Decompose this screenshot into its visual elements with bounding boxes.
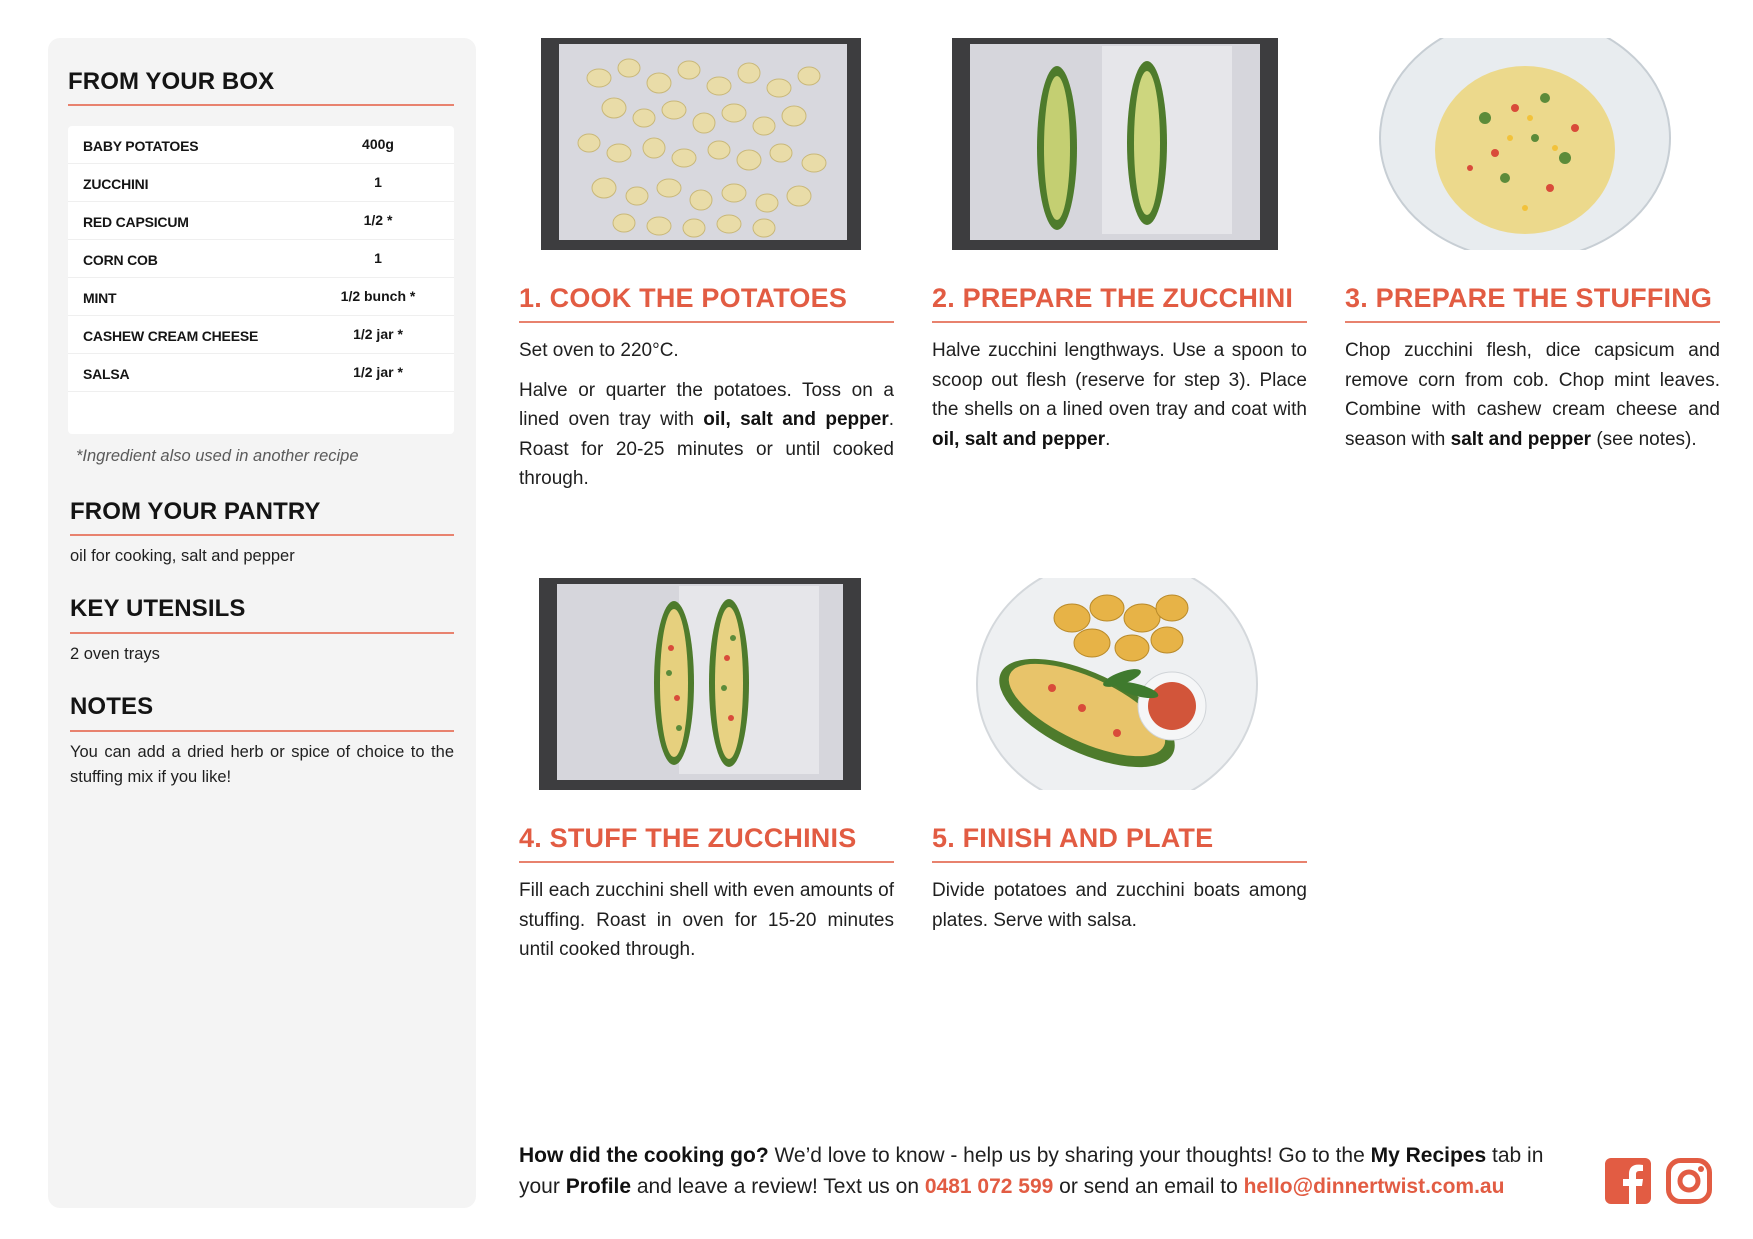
ingredients-table <box>68 126 454 434</box>
step-2 <box>932 38 1307 498</box>
ingredient-row <box>68 240 454 278</box>
ingredient-name: ZUCCHINI <box>83 176 149 192</box>
step-2-instructions <box>932 336 1307 464</box>
step-2-title: 2. PREPARE THE ZUCCHINI <box>932 283 1294 313</box>
step-3 <box>1345 38 1720 498</box>
facebook-icon[interactable] <box>1605 1158 1651 1204</box>
step-4-text: Fill each zucchini shell with even amounts of stuffing. Roast in oven for 15-20 minutes until cooked through. <box>519 880 894 960</box>
step-divider <box>932 861 1307 863</box>
step-divider <box>519 321 894 323</box>
feedback-question: How did the cooking go? <box>519 1144 769 1167</box>
feedback-message: How did the cooking go? We’d love to know - help us by sharing your thoughts! Go to the My Recipes tab in your Profile and leave a review! Text us on 0481 072 599 or send an email to hello@dinnertwist.com.au <box>519 1144 1544 1198</box>
ingredient-qty: 1/2 jar * <box>353 364 403 380</box>
step-4 <box>519 578 894 978</box>
pantry-text: oil for cooking, salt and pepper <box>70 547 295 565</box>
from-your-pantry-heading: FROM YOUR PANTRY <box>70 498 321 525</box>
step-divider <box>932 321 1307 323</box>
ingredient-row <box>68 278 454 316</box>
ingredient-qty: 1 <box>374 250 382 266</box>
section-divider <box>68 104 454 106</box>
section-divider <box>70 632 454 634</box>
ingredient-qty: 1 <box>374 174 382 190</box>
ingredient-qty: 1/2 jar * <box>353 326 403 342</box>
step-1 <box>519 38 894 498</box>
zucchini-shells-photo <box>932 38 1307 250</box>
ingredient-row <box>68 354 454 392</box>
ingredient-qty: 1/2 * <box>363 212 393 228</box>
ingredient-name: MINT <box>83 290 117 306</box>
step-4-title: 4. STUFF THE ZUCCHINIS <box>519 823 857 853</box>
ingredient-row <box>68 202 454 240</box>
ingredient-name: BABY POTATOES <box>83 138 199 154</box>
notes-heading: NOTES <box>70 693 154 720</box>
step-divider <box>1345 321 1720 323</box>
stuffing-bowl-photo <box>1345 38 1720 250</box>
ingredient-name: CASHEW CREAM CHEESE <box>83 328 259 344</box>
profile-label: Profile <box>565 1175 632 1198</box>
step-4-instructions <box>519 876 894 975</box>
plated-dish-photo <box>932 578 1307 790</box>
step-1-text: Set oven to 220°C. <box>519 340 679 361</box>
section-divider <box>70 730 454 732</box>
from-your-box-heading: FROM YOUR BOX <box>68 68 275 95</box>
stuffed-zucchini-tray-photo <box>519 578 894 790</box>
instagram-icon[interactable] <box>1666 1158 1712 1204</box>
ingredient-name: RED CAPSICUM <box>83 214 189 230</box>
ingredient-name: CORN COB <box>83 252 158 268</box>
my-recipes-label: My Recipes <box>1370 1144 1487 1167</box>
step-1-instructions <box>519 336 894 504</box>
ingredient-row <box>68 164 454 202</box>
step-5 <box>932 578 1307 978</box>
ingredients-sidebar <box>48 38 476 1208</box>
notes-text: You can add a dried herb or spice of choice to the stuffing mix if you like! <box>70 743 454 786</box>
step-5-title: 5. FINISH AND PLATE <box>932 823 1214 853</box>
step-5-text: Divide potatoes and zucchini boats among plates. Serve with salsa. <box>932 880 1307 931</box>
step-5-instructions <box>932 876 1307 945</box>
ingredient-qty: 1/2 bunch * <box>340 288 416 304</box>
step-1-title: 1. COOK THE POTATOES <box>519 283 848 313</box>
ingredient-qty: 400g <box>362 136 394 152</box>
key-utensils-heading: KEY UTENSILS <box>70 595 246 622</box>
step-2-text: Halve zucchini lengthways. Use a spoon to scoop out flesh (reserve for step 3). Place the shells on a lined oven tray and coat with oil, salt and pepper. <box>932 340 1307 450</box>
step-3-instructions <box>1345 336 1720 464</box>
potatoes-tray-photo <box>519 38 894 250</box>
step-3-text: Chop zucchini flesh, dice capsicum and remove corn from cob. Chop mint leaves. Combine with cashew cream cheese and season with salt and pepper (see notes). <box>1345 340 1720 450</box>
utensils-text: 2 oven trays <box>70 645 160 663</box>
email-link[interactable]: hello@dinnertwist.com.au <box>1243 1175 1505 1198</box>
ingredient-footnote: *Ingredient also used in another recipe <box>76 447 359 465</box>
step-divider <box>519 861 894 863</box>
ingredient-row <box>68 316 454 354</box>
section-divider <box>70 534 454 536</box>
phone-link[interactable]: 0481 072 599 <box>924 1175 1054 1198</box>
step-3-title: 3. PREPARE THE STUFFING <box>1345 283 1713 313</box>
ingredient-name: SALSA <box>83 366 130 382</box>
step-1-text: Halve or quarter the potatoes. Toss on a lined oven tray with oil, salt and pepper. Roast for 20-25 minutes or until cooked through. <box>519 379 894 489</box>
ingredient-row <box>68 126 454 164</box>
